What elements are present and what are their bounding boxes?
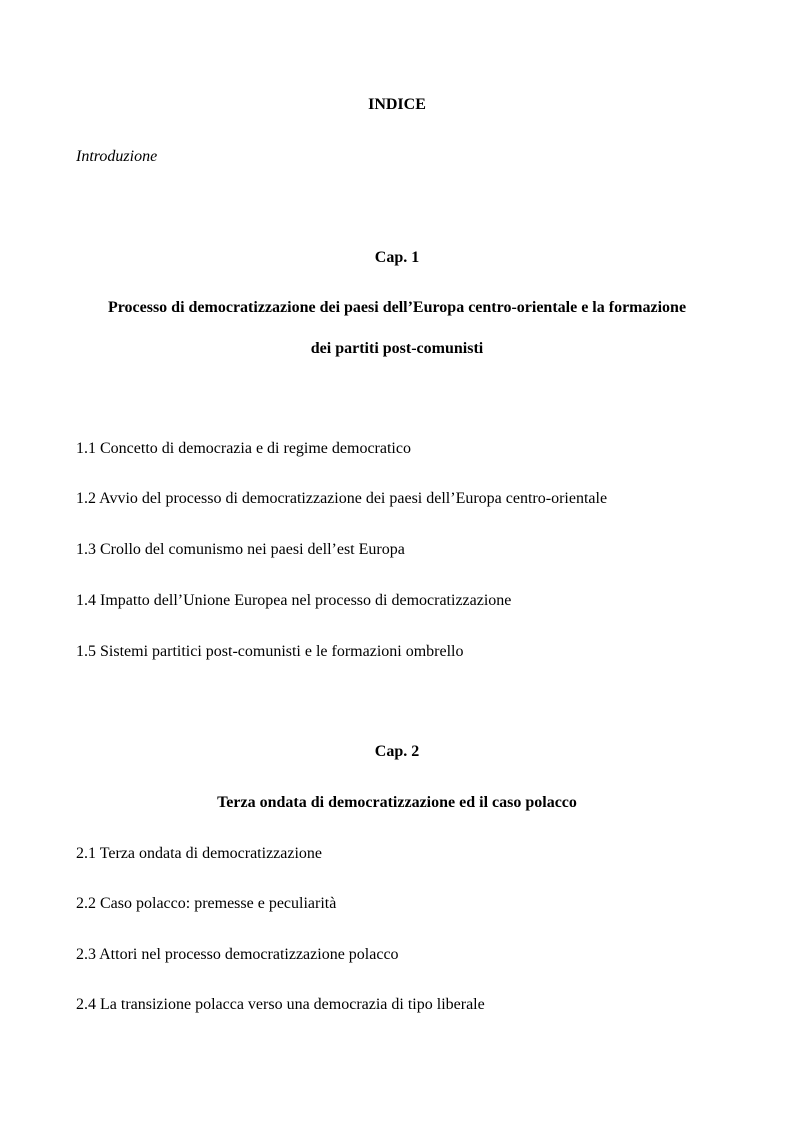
chapter-1-title-line-2: dei partiti post-comunisti (310, 340, 484, 357)
toc-entry-2-2: 2.2 Caso polacco: premesse e peculiarità (76, 895, 337, 912)
toc-entry-2-1: 2.1 Terza ondata di democratizzazione (76, 845, 323, 862)
chapter-1-heading: Cap. 1 (374, 249, 420, 266)
chapter-1-title-line-1: Processo di democratizzazione dei paesi dell’Europa centro-orientale e la formazione (107, 299, 687, 316)
index-title: INDICE (368, 96, 426, 113)
chapter-2-heading: Cap. 2 (374, 743, 420, 760)
toc-entry-1-5: 1.5 Sistemi partitici post-comunisti e le formazioni ombrello (76, 643, 464, 660)
chapter-2-title-line-1: Terza ondata di democratizzazione ed il caso polacco (217, 794, 577, 811)
toc-entry-1-4: 1.4 Impatto dell’Unione Europea nel processo di democratizzazione (76, 592, 512, 609)
introduction-entry: Introduzione (76, 148, 158, 165)
toc-entry-1-1: 1.1 Concetto di democrazia e di regime democratico (76, 440, 411, 457)
toc-entry-2-4: 2.4 La transizione polacca verso una democrazia di tipo liberale (76, 996, 485, 1013)
toc-entry-1-3: 1.3 Crollo del comunismo nei paesi dell’est Europa (76, 541, 405, 558)
toc-entry-1-2: 1.2 Avvio del processo di democratizzazione dei paesi dell’Europa centro-orientale (76, 490, 608, 507)
toc-entry-2-3: 2.3 Attori nel processo democratizzazione polacco (76, 946, 399, 963)
